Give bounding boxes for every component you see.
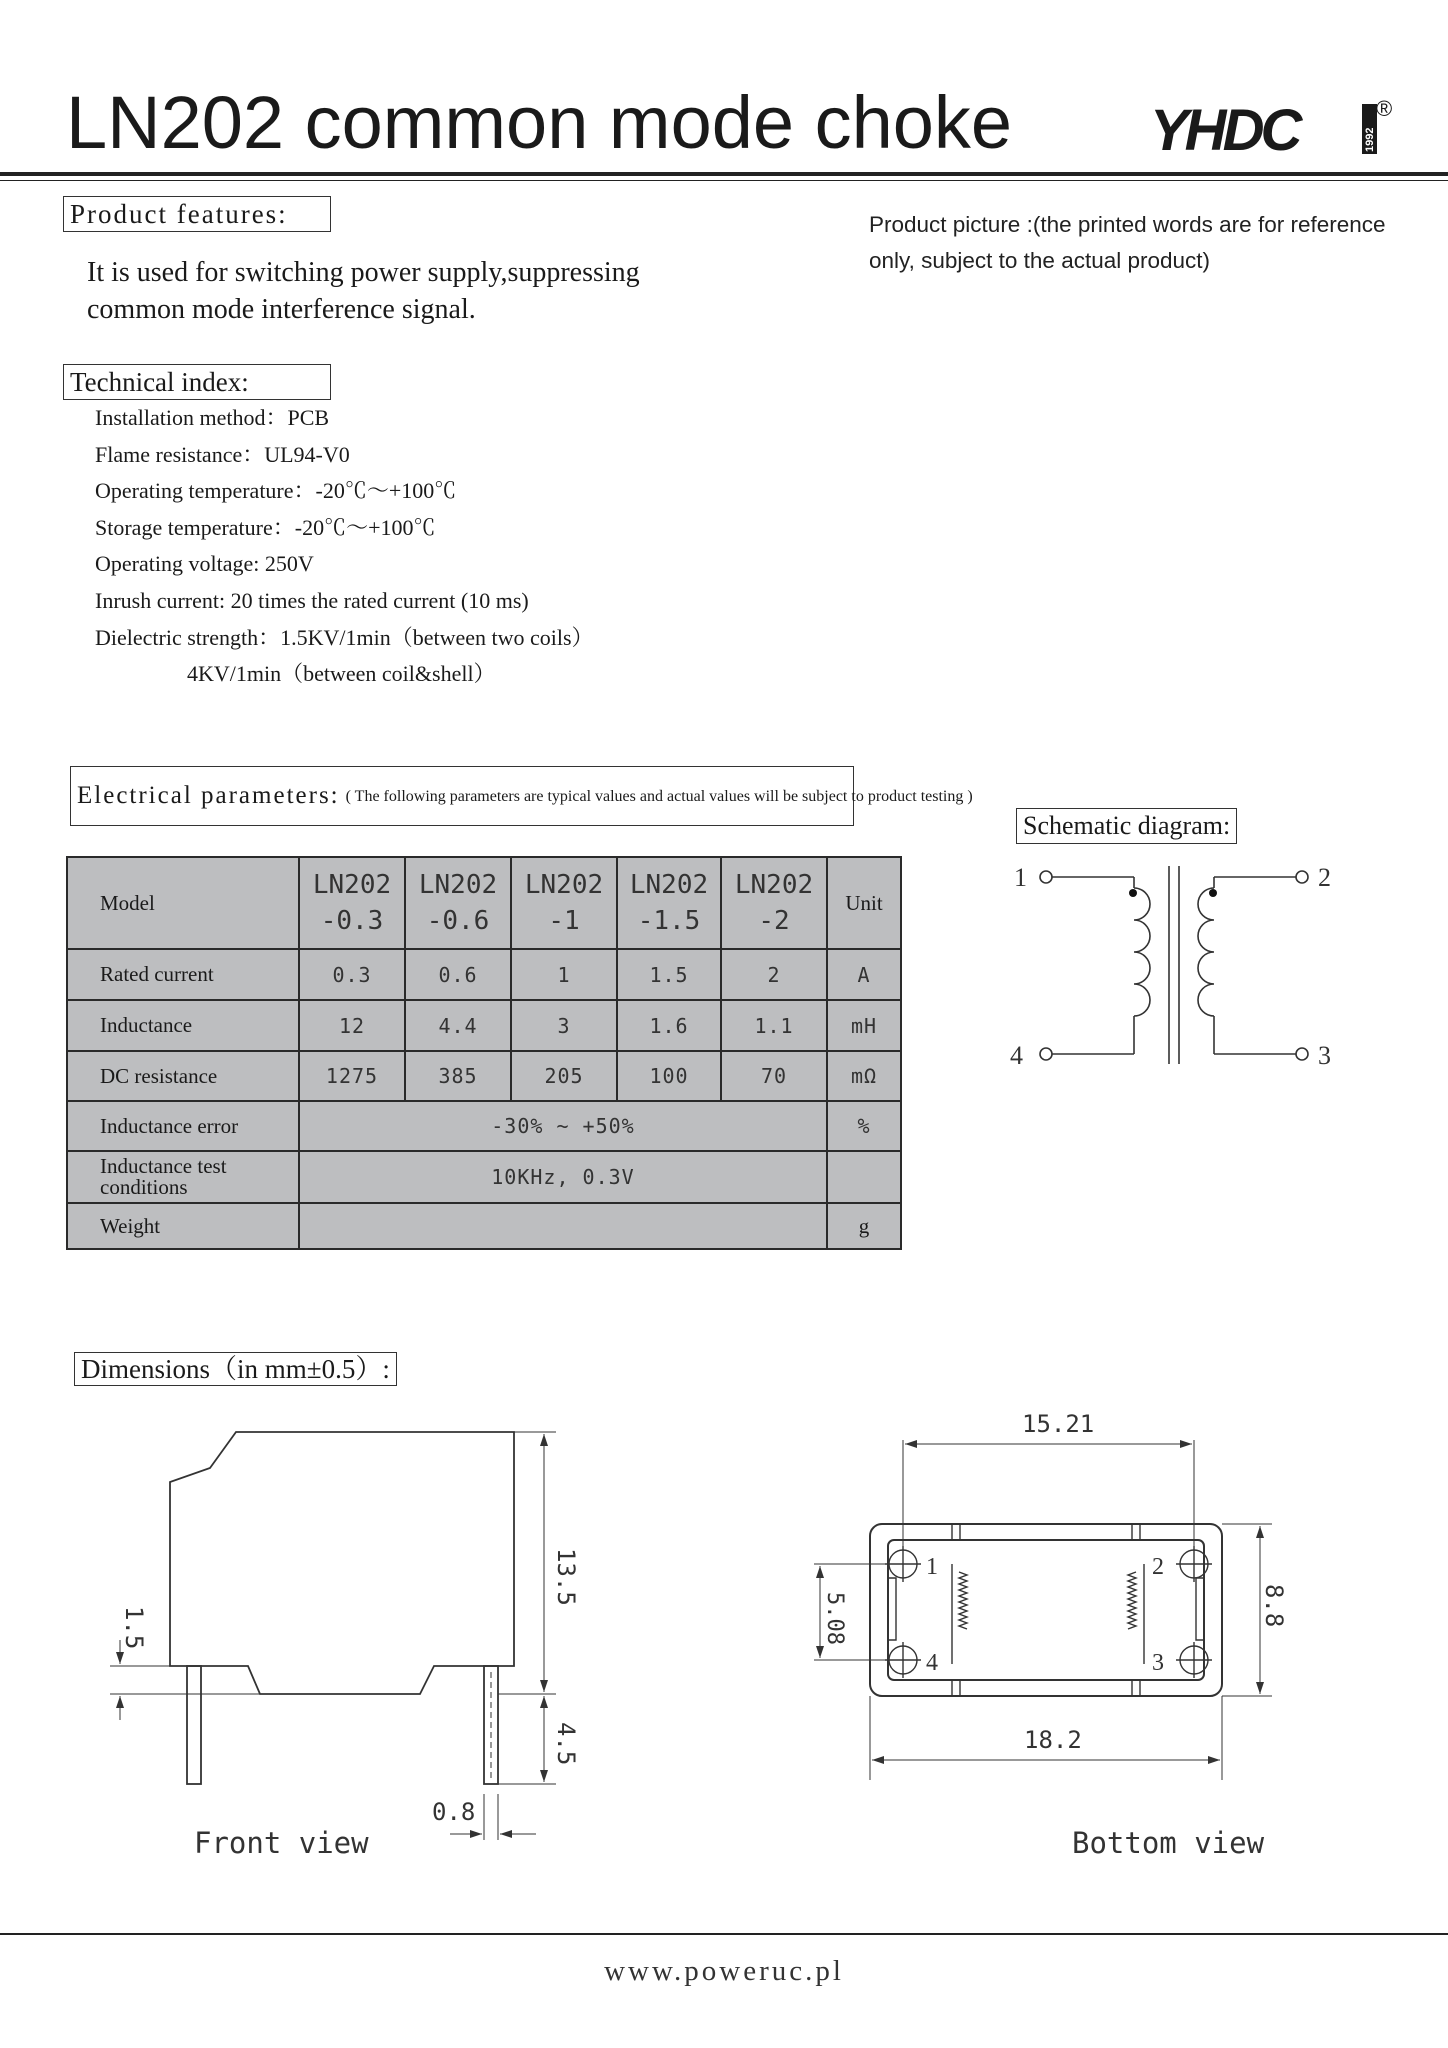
table-cell: 70 xyxy=(721,1051,827,1101)
table-cell: 0.6 xyxy=(405,949,511,1000)
pin-label: 2 xyxy=(1152,1554,1164,1580)
row-label: Weight xyxy=(67,1203,299,1249)
footer-rule xyxy=(0,1933,1448,1935)
unit-label: Unit xyxy=(827,857,901,949)
features-text: It is used for switching power supply,suppressing common mode interference signal. xyxy=(87,257,640,325)
schematic-heading: Schematic diagram: xyxy=(1016,808,1237,844)
tech-item: Dielectric strength：1.5KV/1min（between two coils） xyxy=(95,624,594,650)
unit-cell: % xyxy=(827,1101,901,1151)
table-cell: 2 xyxy=(721,949,827,1000)
row-label: Inductance xyxy=(67,1000,299,1051)
electrical-heading-box xyxy=(70,766,973,826)
table-cell: 1.6 xyxy=(617,1000,721,1051)
table-cell: 1 xyxy=(511,949,617,1000)
table-cell: 205 xyxy=(511,1051,617,1101)
pin-label: 1 xyxy=(1014,863,1027,892)
table-cell: 385 xyxy=(405,1051,511,1101)
model-cell: LN202 -0.3 xyxy=(299,857,405,949)
table-row xyxy=(67,1101,901,1151)
technical-heading: Technical index: xyxy=(63,364,331,400)
tech-item: Operating temperature：-20℃～+100℃ xyxy=(95,478,457,504)
dim-pin-length: 4.5 xyxy=(552,1722,580,1766)
model-cell: LN202 -1 xyxy=(511,857,617,949)
table-row xyxy=(67,1051,901,1101)
front-view-drawing xyxy=(100,1420,600,1840)
table-cell: 1.5 xyxy=(617,949,721,1000)
electrical-heading: Electrical parameters: xyxy=(77,782,340,809)
technical-list xyxy=(95,400,594,693)
bottom-view-caption: Bottom view xyxy=(1072,1826,1265,1860)
table-cell: 0.3 xyxy=(299,949,405,1000)
table-row xyxy=(67,1000,901,1051)
model-label: Model xyxy=(67,857,299,949)
brand-logo xyxy=(1150,98,1394,158)
tech-item: 4KV/1min（between coil&shell） xyxy=(187,661,496,687)
unit-cell xyxy=(827,1151,901,1203)
row-label: Rated current xyxy=(67,949,299,1000)
table-row xyxy=(67,1151,901,1203)
table-cell: 12 xyxy=(299,1000,405,1051)
dim-pin-dia: 0.8 xyxy=(432,1798,476,1826)
dim-pin-span-x: 15.21 xyxy=(1022,1410,1095,1438)
registered-mark: ® xyxy=(1376,98,1393,121)
brand-year: 1992 xyxy=(1364,127,1376,152)
tech-item: Flame resistance：UL94-V0 xyxy=(95,441,350,467)
title-rule-thin xyxy=(0,180,1448,181)
product-picture-note: Product picture :(the printed words are for reference only, subject to the actual product) xyxy=(869,212,1386,273)
footer-url[interactable]: www.poweruc.pl xyxy=(604,1955,844,1987)
model-cell: LN202 -2 xyxy=(721,857,827,949)
dim-height: 13.5 xyxy=(552,1548,580,1606)
table-row xyxy=(67,1203,901,1249)
table-cell: 3 xyxy=(511,1000,617,1051)
page-title: LN202 common mode choke xyxy=(66,81,1013,164)
pin-label: 2 xyxy=(1318,863,1331,892)
pin-label: 3 xyxy=(1152,1650,1164,1676)
table-cell: -30% ~ +50% xyxy=(299,1101,827,1151)
brand-name: YHDC xyxy=(1150,98,1299,158)
bottom-view-drawing xyxy=(800,1400,1300,1800)
table-cell: 1275 xyxy=(299,1051,405,1101)
table-row xyxy=(67,857,901,949)
table-row xyxy=(67,949,901,1000)
pin-label: 4 xyxy=(926,1650,938,1676)
table-cell: 10KHz, 0.3V xyxy=(299,1151,827,1203)
unit-cell: mΩ xyxy=(827,1051,901,1101)
unit-cell: g xyxy=(827,1203,901,1249)
schematic-diagram xyxy=(1000,850,1360,1080)
model-cell: LN202 -0.6 xyxy=(405,857,511,949)
row-label: DC resistance xyxy=(67,1051,299,1101)
pin-label: 3 xyxy=(1318,1041,1331,1070)
row-label: Inductance error xyxy=(67,1101,299,1151)
dim-height-bottom: 8.8 xyxy=(1260,1584,1288,1628)
pin-label: 1 xyxy=(926,1554,938,1580)
tech-item: Storage temperature：-20℃～+100℃ xyxy=(95,514,436,540)
table-cell: 4.4 xyxy=(405,1000,511,1051)
front-view-caption: Front view xyxy=(194,1826,369,1860)
electrical-note: ( The following parameters are typical values and actual values will be subject to product testing ) xyxy=(345,787,973,805)
row-label: Inductance test conditions xyxy=(67,1151,299,1203)
tech-item: Inrush current: 20 times the rated current (10 ms) xyxy=(95,587,529,613)
features-heading: Product features: xyxy=(63,196,331,232)
dim-pin-span-y: 5.08 xyxy=(822,1592,847,1645)
title-rule xyxy=(0,172,1448,176)
tech-item: Operating voltage: 250V xyxy=(95,551,314,577)
unit-cell: A xyxy=(827,949,901,1000)
table-cell: 1.1 xyxy=(721,1000,827,1051)
tech-item: Installation method：PCB xyxy=(95,405,330,430)
table-cell xyxy=(299,1203,827,1249)
table-cell: 100 xyxy=(617,1051,721,1101)
dim-width: 18.2 xyxy=(1024,1726,1082,1754)
unit-cell: mH xyxy=(827,1000,901,1051)
parameters-table xyxy=(66,856,902,1250)
dim-standoff: 1.5 xyxy=(120,1606,148,1650)
model-cell: LN202 -1.5 xyxy=(617,857,721,949)
pin-label: 4 xyxy=(1010,1041,1023,1070)
dimensions-heading: Dimensions（in mm±0.5）: xyxy=(74,1352,397,1386)
